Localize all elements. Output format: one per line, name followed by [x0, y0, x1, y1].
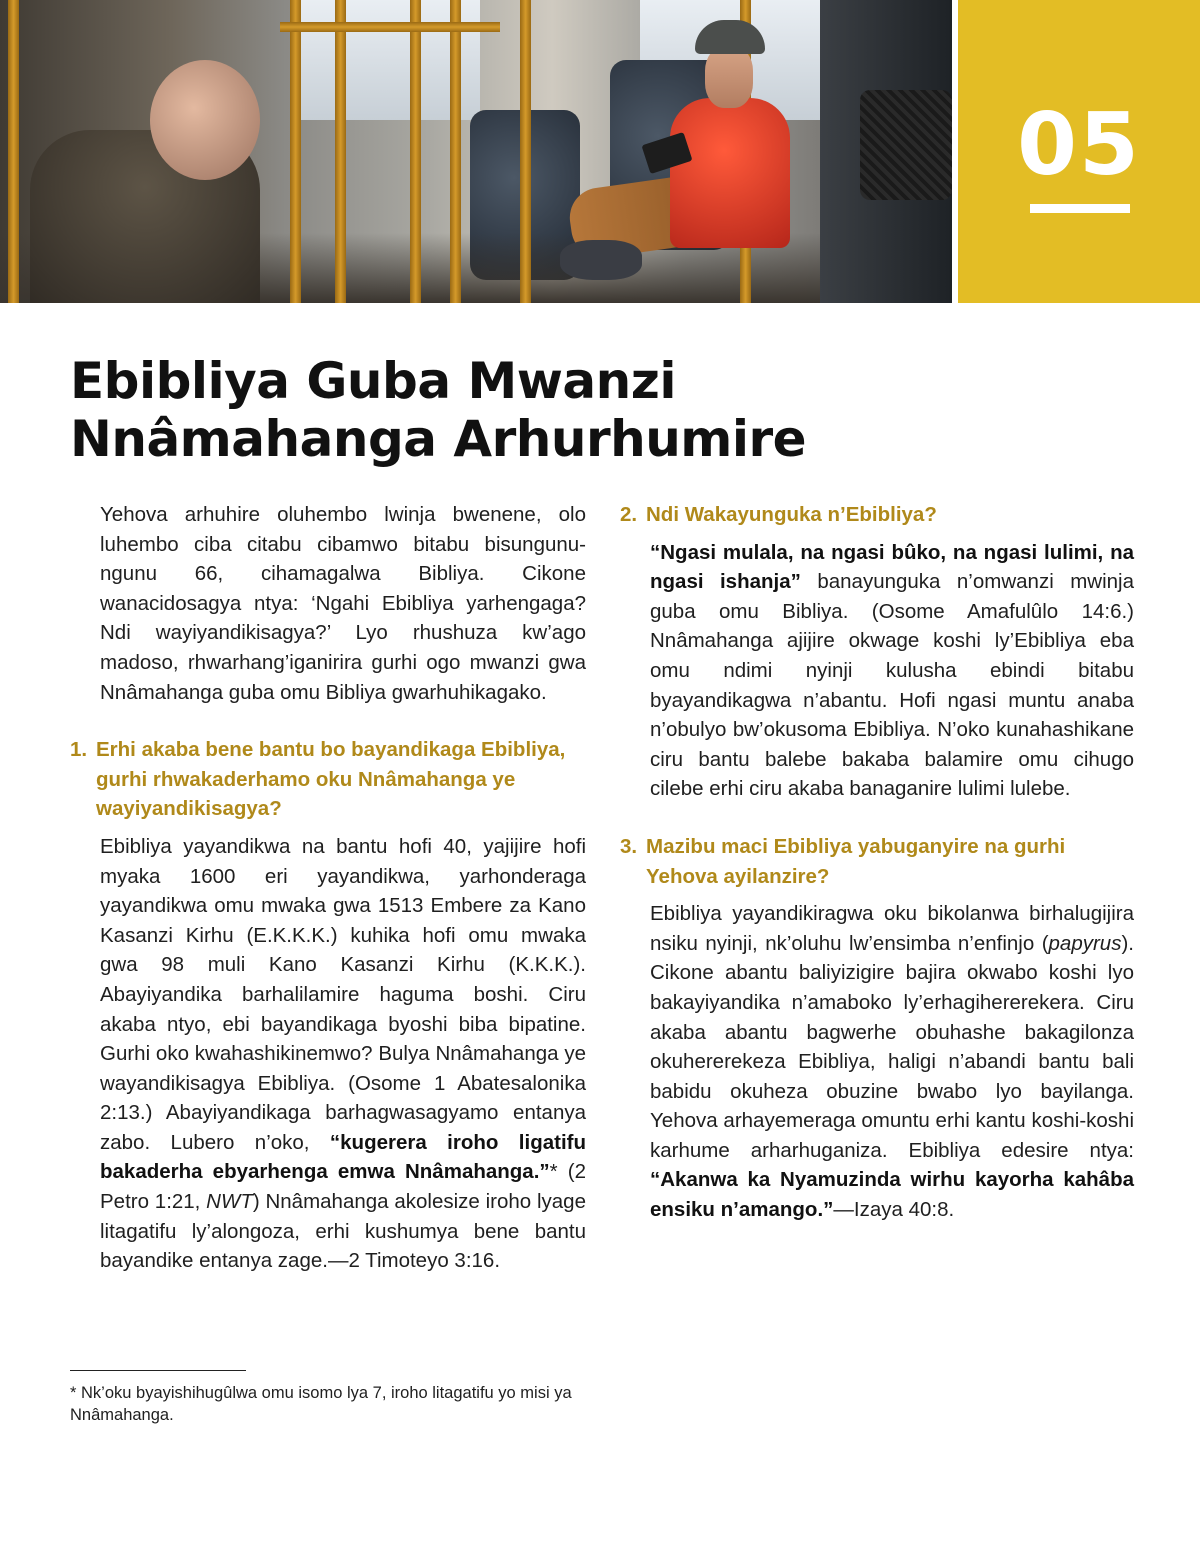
section-2-body: [650, 538, 1134, 804]
bus-pole: [450, 0, 461, 303]
man-reading-bible: [560, 10, 800, 303]
hero-illustration: [0, 0, 952, 303]
question-number: 1.: [70, 738, 88, 762]
question-text: Mazibu maci Ebibliya yabuganyire na gurhi Yehova ayilanzire?: [646, 834, 1066, 888]
scripture-quote: “kugerera iroho ligatifu bakaderha ebyarhenga emwa Nnâmahanga.”: [100, 1130, 586, 1184]
question-heading-1: [70, 735, 586, 824]
lesson-number: 05: [1017, 95, 1141, 195]
scripture-reference: —Izaya 40:8.: [833, 1198, 955, 1222]
scripture-quote: “Akanwa ka Nyamuzinda wirhu kayorha kahâba ensiku n’amango.”: [650, 1168, 1134, 1222]
handbag: [860, 90, 952, 200]
section-1-body: [100, 832, 586, 1276]
body-text: ) Nnâmahanga akolesize iroho lyage litagatifu ly’alongoza, erhi kushumya bene bantu bayandike entanya zage.—2 Timoteyo 3:16.: [100, 1190, 586, 1273]
question-text: Ndi Wakayunguka n’Ebibliya?: [646, 503, 937, 526]
body-text: banayunguka n’omwanzi mwinja guba omu Bibliya. (Osome Amafulûlo 14:6.) Nnâmahanga ajijire okwage koshi ly’Ebibliya eba omu ndimi nyinji kulusha ebindi bitabu byayandikagwa n’abantu. Hofi ngasi muntu anaba n’obulyo bw’okusoma Ebibliya. N’oko kunahashikane ciru bantu balebe bakaba balamire omu cihugo cilebe erhi ciru akaba banaganire lulimi lulebe.: [650, 570, 1134, 801]
right-column: [620, 500, 1134, 1225]
bus-pole: [520, 0, 531, 303]
bus-pole: [410, 0, 421, 303]
page-title-line-2: Nnâmahanga Arhurhumire: [70, 410, 807, 468]
lesson-number-panel: [958, 0, 1200, 303]
question-heading-2: [620, 500, 1134, 530]
bus-pole: [8, 0, 19, 303]
intro-paragraph: Yehova arhuhire oluhembo lwinja bwenene, olo luhembo ciba citabu cibamwo bitabu bisungunu-ngunu 66, cihamagalwa Bibliya. Cikone wanacidosagya ntya: ‘Ngahi Ebibliya yarhengaga? Ndi wayiyandikisagya?’ Lyo rhushuza kw’ago madoso, rhwarhang’iganirira gurhi ogo mwanzi gwa Nnâmahanga guba omu Bibliya gwarhuhikagako.: [100, 503, 586, 704]
question-number: 2.: [620, 503, 638, 526]
section-3-body: [650, 899, 1134, 1225]
body-text: * (2 Petro 1:21,: [100, 1160, 587, 1214]
sleeping-passenger: [30, 40, 260, 303]
body-text: Ebibliya yayandikiragwa oku bikolanwa birhalugijira nsiku nyinji, nk’oluhu lw’ensimba n’enfinjo (: [650, 902, 1134, 955]
footnote: * Nk’oku byayishihugûlwa omu isomo lya 7, iroho litagatifu yo misi ya Nnâmahanga.: [70, 1384, 572, 1424]
footnote-divider: [70, 1370, 246, 1371]
scripture-quote: “Ngasi mulala, na ngasi bûko, na ngasi lulimi, na ngasi ishanja”: [650, 540, 1134, 594]
italic-term: papyrus: [1048, 931, 1122, 955]
bus-rail: [280, 22, 500, 32]
bus-pole: [335, 0, 346, 303]
bus-pole: [290, 0, 301, 303]
question-number: 3.: [620, 834, 638, 858]
page-title-line-1: Ebibliya Guba Mwanzi: [70, 352, 676, 410]
lesson-number-underline: [1030, 204, 1130, 213]
body-text: ). Cikone abantu baliyizigire bajira okwabo koshi lyo bakayiyandika n’amaboko ly’erhagihererekera. Ciru akaba abantu bagwerhe obuhashe bakagilonza okuhererekeza Ebibliya, haligi n’abandi bantu bali babidu okuheza obuzine bwabo lyo bayilanga. Yehova arhayemeraga omuntu erhi kantu koshi-koshi karhume arharhuganiza. Ebibliya edesire ntya:: [650, 931, 1134, 1162]
question-text: Erhi akaba bene bantu bo bayandikaga Ebibliya, gurhi rhwakaderhamo oku Nnâmahanga ye wayiyandikisagya?: [96, 738, 566, 821]
question-heading-3: [620, 832, 1134, 891]
page-title: [70, 352, 1130, 468]
body-text: Ebibliya yayandikwa na bantu hofi 40, yajijire hofi myaka 1600 eri yayandikwa, yarhonderaga yayandikwa omu mwaka gwa 1513 Embere za Kano Kasanzi Kirhu (E.K.K.K.) kuhika hofi omu mwaka gwa 98 muli Kano Kasanzi Kirhu (K.K.K.). Abayiyandika barhalilamire haguma boshi. Ciru akaba ntyo, ebi bayandikaga byoshi biba bipatine. Gurhi oko kwahashikinemwo? Bulya Nnâmahanga ye wayandikisagya Ebibliya. (Osome 1 Abatesalonika 2:13.) Abayiyandikaga barhagwasagyamo entanya zabo. Lubero n’oko,: [100, 834, 586, 1154]
translation-abbrev: NWT: [206, 1190, 253, 1214]
left-column: [70, 500, 586, 1276]
